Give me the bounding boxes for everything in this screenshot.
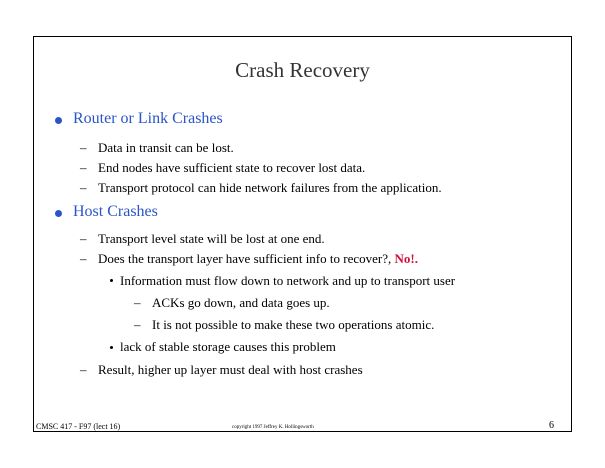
footer-course: CMSC 417 - F97 (lect 16): [36, 422, 121, 431]
sub-sub-list-item: – It is not possible to make these two operations atomic.: [134, 317, 435, 332]
list-item: – Transport level state will be lost at one end.: [80, 231, 325, 246]
list-item: – Data in transit can be lost.: [80, 140, 234, 155]
emphasis-text: No!.: [394, 251, 418, 266]
slide-title: Crash Recovery: [235, 58, 370, 82]
list-item: – End nodes have sufficient state to recover lost data.: [80, 160, 366, 175]
list-item-text: It is not possible to make these two operations atomic.: [152, 317, 435, 332]
list-item-text: Data in transit can be lost.: [98, 140, 234, 155]
list-item-text: Does the transport layer have sufficient info to recover?,: [98, 251, 392, 266]
list-item: – Result, higher up layer must deal with host crashes: [80, 362, 363, 377]
list-item-text: Result, higher up layer must deal with host crashes: [98, 362, 363, 377]
bullet-dot: [55, 117, 62, 124]
list-item-text: Transport level state will be lost at one end.: [98, 231, 325, 246]
sub-list-item: lack of stable storage causes this problem: [120, 339, 336, 354]
list-item-text: End nodes have sufficient state to recover lost data.: [98, 160, 366, 175]
section-heading: Host Crashes: [73, 203, 158, 220]
bullet-dot: [55, 210, 62, 217]
footer-copyright: copyright 1997 Jeffrey K. Hollingsworth: [232, 425, 314, 430]
page-number: 6: [549, 420, 554, 431]
list-item: – Transport protocol can hide network failures from the application.: [80, 180, 442, 195]
sub-bullet-dot: [110, 346, 113, 349]
list-item-text: Transport protocol can hide network failures from the application.: [98, 180, 442, 195]
sub-sub-list-item: – ACKs go down, and data goes up.: [134, 295, 330, 310]
list-item: – Does the transport layer have sufficient info to recover?, No!.: [80, 251, 418, 266]
sub-bullet-dot: [110, 279, 113, 282]
sub-list-item: Information must flow down to network and up to transport user: [120, 273, 456, 288]
section-heading: Router or Link Crashes: [73, 110, 223, 127]
list-item-text: ACKs go down, and data goes up.: [152, 295, 330, 310]
